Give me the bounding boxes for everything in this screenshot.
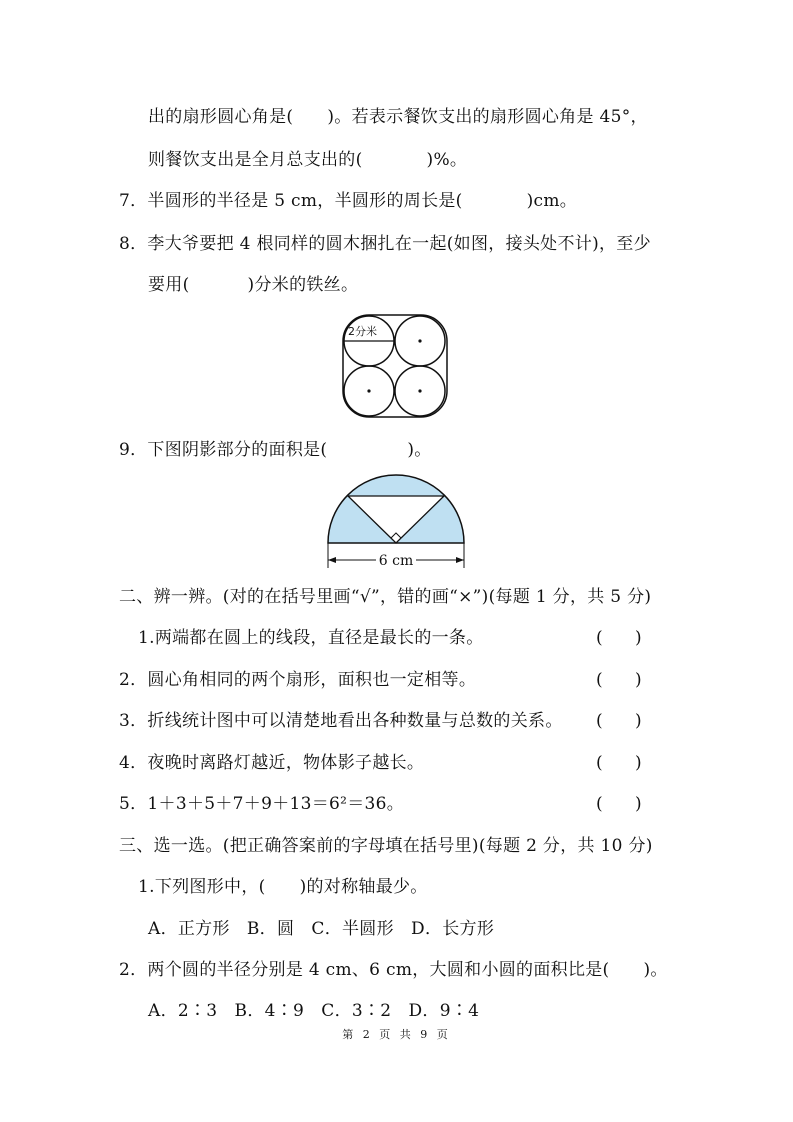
section3-heading: 三、选一选。(把正确答案前的字母填在括号里)(每题 2 分，共 10 分) — [119, 836, 653, 856]
arrowhead-right — [456, 557, 464, 563]
section3-q2-text-b: )。 — [643, 960, 668, 980]
q8-text-b: )分米的铁丝。 — [247, 275, 359, 295]
section2-answer-3[interactable]: ( ) — [596, 711, 642, 731]
section2-answer-4[interactable]: ( ) — [596, 753, 642, 773]
q6-text-c: 则餐饮支出是全月总支出的( — [148, 150, 363, 170]
q9-text-a: 9．下图阴影部分的面积是( — [119, 440, 328, 460]
section2-answer-1[interactable]: ( ) — [596, 628, 642, 648]
section2-item-4: 4．夜晚时离路灯越近，物体影子越长。 — [119, 753, 425, 773]
q8-line1: 8．李大爷要把 4 根同样的圆木捆扎在一起(如图，接头处不计)，至少 — [119, 234, 651, 254]
section3-q1-text-a: 1.下列图形中，( — [138, 877, 266, 897]
four-logs-figure — [340, 312, 450, 420]
arrowhead-left — [328, 557, 336, 563]
q8-line2 — [148, 274, 358, 296]
section3-q1-text-b: )的对称轴最少。 — [299, 877, 428, 897]
section3-q2-text-a: 2．两个圆的半径分别是 4 cm、6 cm，大圆和小圆的面积比是( — [119, 960, 610, 980]
section2-item-1: 1.两端都在圆上的线段，直径是最长的一条。 — [138, 628, 484, 648]
section3-q1-options: A．正方形 B．圆 C．半圆形 D．长方形 — [148, 919, 495, 939]
q7-text-a: 7．半圆形的半径是 5 cm，半圆形的周长是( — [119, 191, 463, 211]
section2-answer-2[interactable]: ( ) — [596, 670, 642, 690]
q9-text-b: )。 — [407, 440, 432, 460]
semicircle-figure — [320, 474, 472, 572]
q6-text-d: )%。 — [426, 150, 468, 170]
section2-item-2: 2．圆心角相同的两个扇形，面积也一定相等。 — [119, 670, 477, 690]
section3-q2-options: A．2∶3 B．4∶9 C．3∶2 D．9∶4 — [148, 1001, 480, 1021]
diameter-label: 2分米 — [348, 325, 377, 338]
section3-q2 — [119, 959, 668, 981]
section2-heading: 二、辨一辨。(对的在括号里画“√”，错的画“×”)(每题 1 分，共 5 分) — [119, 587, 652, 607]
q6-line2 — [148, 149, 467, 171]
section2-item-5: 5．1＋3＋5＋7＋9＋13＝6²＝36。 — [119, 794, 405, 814]
section2-item-3: 3．折线统计图中可以清楚地看出各种数量与总数的关系。 — [119, 711, 563, 731]
section3-q1 — [138, 876, 428, 898]
dimension-label: 6 cm — [378, 553, 414, 569]
q6-text-a: 出的扇形圆心角是( — [148, 107, 294, 127]
page-footer: 第 2 页 共 9 页 — [342, 1028, 451, 1041]
section2-answer-5[interactable]: ( ) — [596, 794, 642, 814]
q8-text-a: 要用( — [148, 275, 190, 295]
q7-line — [119, 190, 577, 212]
center-dot — [418, 339, 421, 342]
q6-line1 — [148, 106, 648, 128]
q9-line — [119, 439, 432, 461]
q6-text-b: )。若表示餐饮支出的扇形圆心角是 45°， — [327, 107, 648, 127]
q7-text-b: )cm。 — [526, 191, 578, 211]
center-dot — [367, 389, 370, 392]
center-dot — [418, 389, 421, 392]
